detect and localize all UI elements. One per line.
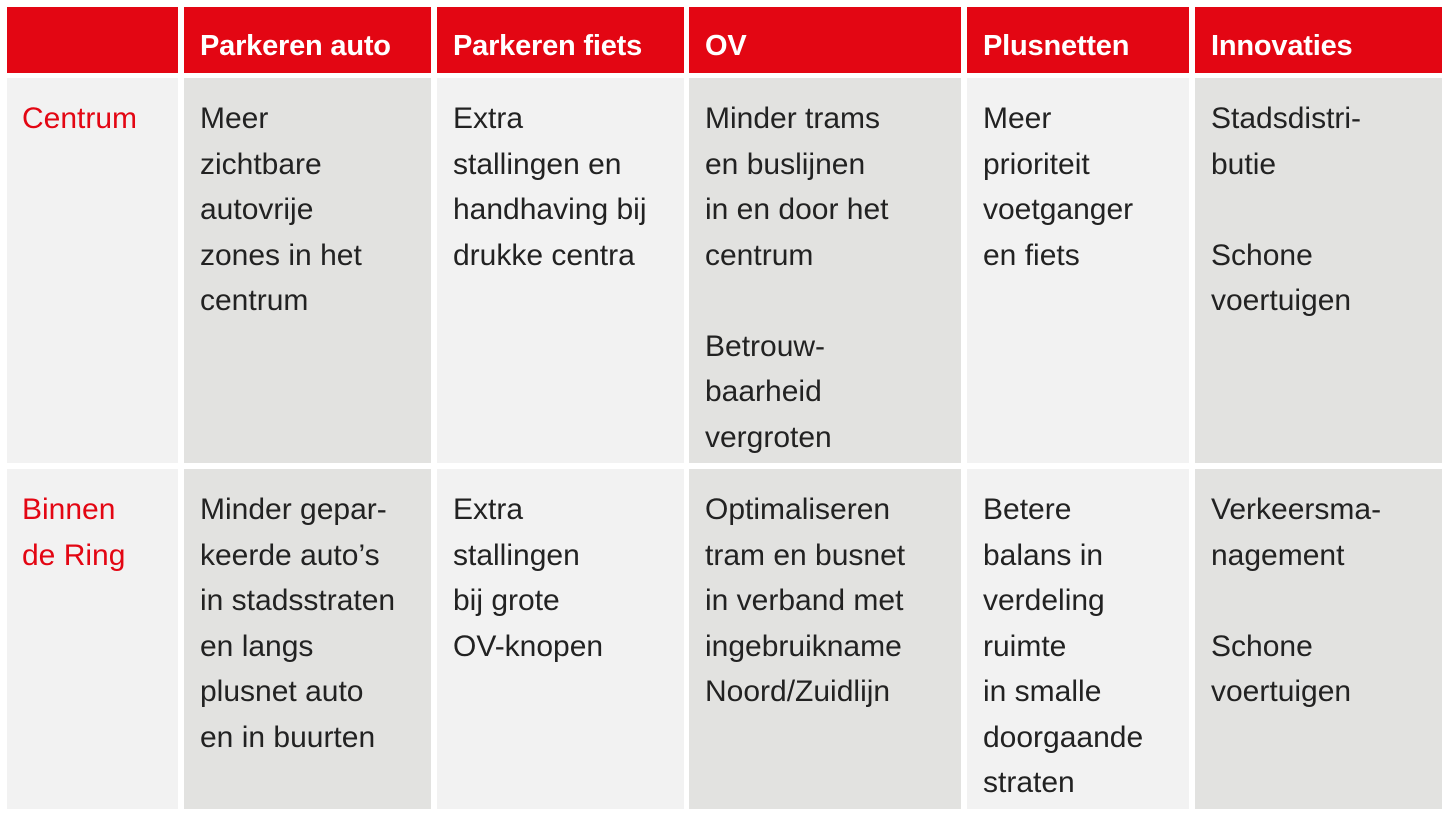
cell-text-line: Meer bbox=[200, 102, 269, 135]
cell-centrum-innovaties bbox=[1195, 78, 1442, 463]
cell-ring-ov bbox=[689, 469, 961, 809]
cell-text-line: in stadsstraten bbox=[200, 584, 396, 617]
cell-text-line: centrum bbox=[200, 284, 309, 317]
cell-text-line: ingebruikname bbox=[705, 629, 902, 663]
cell-text-line: Verkeersma- bbox=[1211, 493, 1382, 526]
cell-ring-parkeren-auto bbox=[184, 469, 431, 809]
cell-text-line: en buslijnen bbox=[705, 147, 866, 181]
cell-text-line: Minder gepar- bbox=[200, 493, 387, 526]
cell-text-line: stallingen bbox=[453, 538, 580, 572]
cell-text-line: Betrouw- bbox=[705, 329, 826, 363]
cell-text-line: in en door het bbox=[705, 193, 889, 226]
cell-paragraph bbox=[200, 487, 431, 760]
cell-paragraph bbox=[453, 487, 684, 669]
cell-text-line: Schone bbox=[1211, 238, 1313, 272]
cell-paragraph bbox=[200, 96, 431, 324]
cell-text-line: voetganger bbox=[983, 193, 1134, 226]
cell-text-line: plusnet auto bbox=[200, 675, 364, 708]
cell-text-line: voertuigen bbox=[1211, 675, 1352, 708]
cell-paragraph bbox=[1211, 233, 1442, 324]
header-corner bbox=[7, 7, 178, 73]
cell-text-line: Stadsdistri- bbox=[1211, 102, 1362, 135]
cell-text-line: Extra bbox=[453, 102, 524, 135]
cell-text-line: butie bbox=[1211, 147, 1277, 181]
cell-paragraph bbox=[705, 487, 961, 715]
cell-centrum-parkeren-auto bbox=[184, 78, 431, 463]
cell-text-line: baarheid bbox=[705, 375, 822, 408]
cell-text-line: ruimte bbox=[983, 629, 1067, 663]
cell-paragraph bbox=[1211, 487, 1442, 578]
cell-text-line: verdeling bbox=[983, 584, 1105, 617]
cell-ring-innovaties bbox=[1195, 469, 1442, 809]
row-label-line: Binnen bbox=[22, 493, 116, 526]
cell-text-line: centrum bbox=[705, 238, 814, 272]
cell-paragraph bbox=[705, 324, 961, 461]
header-parkeren-fiets: Parkeren fiets bbox=[437, 7, 684, 73]
cell-text-line: en fiets bbox=[983, 238, 1080, 272]
cell-text-line: autovrije bbox=[200, 193, 314, 226]
header-innovaties: Innovaties bbox=[1195, 7, 1442, 73]
cell-paragraph bbox=[1211, 96, 1442, 187]
cell-text-line: zichtbare bbox=[200, 147, 322, 181]
cell-text-line: drukke centra bbox=[453, 238, 635, 272]
cell-text-line: handhaving bij bbox=[453, 193, 647, 226]
row-label-line: Centrum bbox=[22, 102, 138, 135]
cell-text-line: stallingen en bbox=[453, 147, 622, 181]
cell-ring-plusnetten bbox=[967, 469, 1189, 809]
cell-text-line: straten bbox=[983, 766, 1075, 799]
cell-paragraph bbox=[983, 487, 1189, 806]
row-label-centrum bbox=[7, 78, 178, 463]
cell-text-line: bij grote bbox=[453, 584, 560, 617]
row-label-line: de Ring bbox=[22, 538, 126, 572]
cell-text-line: Extra bbox=[453, 493, 524, 526]
header-parkeren-auto: Parkeren auto bbox=[184, 7, 431, 73]
cell-paragraph bbox=[705, 96, 961, 278]
cell-text-line: Minder trams bbox=[705, 102, 881, 135]
cell-text-line: tram en busnet bbox=[705, 538, 906, 572]
cell-text-line: in smalle bbox=[983, 675, 1102, 708]
cell-ring-parkeren-fiets bbox=[437, 469, 684, 809]
cell-text-line: prioriteit bbox=[983, 147, 1090, 181]
cell-text-line: Schone bbox=[1211, 629, 1313, 663]
cell-text-line: voertuigen bbox=[1211, 284, 1352, 317]
cell-text-line: doorgaande bbox=[983, 720, 1144, 754]
cell-paragraph bbox=[983, 96, 1189, 278]
cell-text-line: vergroten bbox=[705, 420, 832, 454]
cell-centrum-ov bbox=[689, 78, 961, 463]
cell-text-line: Optimaliseren bbox=[705, 493, 891, 526]
cell-text-line: keerde auto’s bbox=[200, 538, 380, 572]
cell-text-line: OV-knopen bbox=[453, 629, 604, 663]
cell-paragraph bbox=[1211, 624, 1442, 715]
cell-text-line: in verband met bbox=[705, 584, 904, 617]
cell-text-line: Meer bbox=[983, 102, 1052, 135]
cell-text-line: en langs bbox=[200, 629, 314, 663]
cell-text-line: nagement bbox=[1211, 538, 1345, 572]
cell-text-line: Noord/Zuidlijn bbox=[705, 675, 891, 708]
cell-text-line: zones in het bbox=[200, 238, 362, 272]
row-label-binnen-de-ring bbox=[7, 469, 178, 809]
cell-centrum-parkeren-fiets bbox=[437, 78, 684, 463]
cell-centrum-plusnetten bbox=[967, 78, 1189, 463]
cell-paragraph bbox=[453, 96, 684, 278]
cell-text-line: en in buurten bbox=[200, 720, 376, 754]
cell-text-line: balans in bbox=[983, 538, 1104, 572]
header-plusnetten: Plusnetten bbox=[967, 7, 1189, 73]
cell-text-line: Betere bbox=[983, 493, 1072, 526]
header-ov: OV bbox=[689, 7, 961, 73]
